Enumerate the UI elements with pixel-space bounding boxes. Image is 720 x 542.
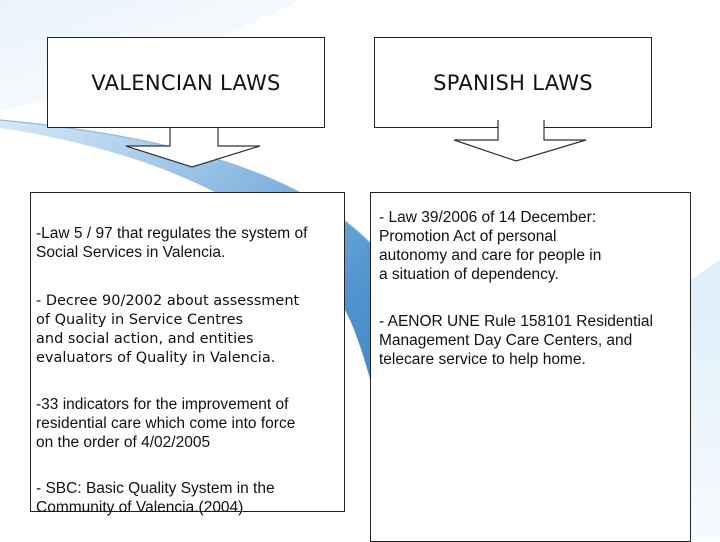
list-item: -Law 5 / 97 that regulates the system of Social Services in Valencia.: [36, 225, 308, 261]
list-item: -33 indicators for the improvement of residential care which come into force on the order of 4/02/2005: [36, 396, 296, 451]
right-down-arrow-icon: [448, 120, 592, 162]
left-down-arrow-icon: [122, 128, 266, 168]
list-item: - AENOR UNE Rule 158101 Residential Management Day Care Centers, and telecare service to help home.: [379, 313, 653, 368]
valencian-laws-list: [36, 224, 344, 517]
list-item: - Law 39/2006 of 14 December: Promotion Act of personal autonomy and care for people in a situation of dependency.: [379, 209, 602, 283]
valencian-laws-header: [47, 37, 325, 128]
spanish-laws-header: [374, 37, 652, 128]
spanish-laws-title: SPANISH LAWS: [433, 70, 593, 95]
spanish-laws-list: [379, 208, 687, 369]
list-item: - Decree 90/2002 about assessment of Quality in Service Centres and social action, and entities evaluators of Quality in Valencia.: [36, 293, 300, 366]
valencian-laws-title: VALENCIAN LAWS: [91, 70, 281, 95]
list-item: - SBC: Basic Quality System in the Community of Valencia.(2004): [36, 480, 275, 516]
